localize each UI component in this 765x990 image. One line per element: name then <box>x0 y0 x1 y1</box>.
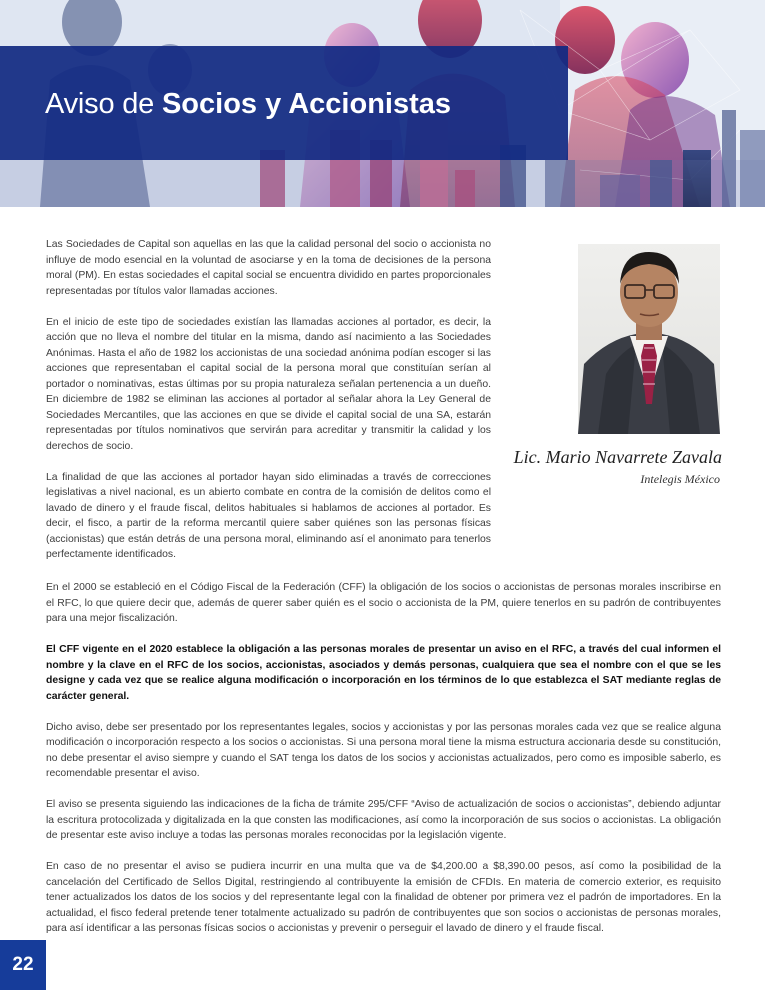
body-paragraph-1: En el 2000 se estableció en el Código Fiscal de la Federación (CFF) la obligación de los socios o accionistas de personas morales inscribirse en el RFC, lo que quiere decir que, además de querer saber quién es el socio o accionista de la PM, quiere tenerlos en su padrón de contribuyentes para una mejor fiscalización. <box>46 582 721 624</box>
page-number: 22 <box>12 954 34 975</box>
body-paragraph-3: Dicho aviso, debe ser presentado por los representantes legales, socios y accionistas y por las personas morales cada vez que se realice alguna modificación o incorporación respecto a los socios o accionistas. Si una persona moral tiene la misma estructura accionaria desde su constitución, no debe presentar el aviso siempre y cuando el SAT tenga los datos de los socios y accionistas actualizados, pero como es imposible saberlo, es recomendable presentar el aviso. <box>46 721 721 779</box>
intro-column <box>46 237 491 563</box>
intro-paragraph-3: La finalidad de que las acciones al portador hayan sido eliminadas a través de correcciones legislativas a nivel nacional, es un abierto combate en contra de la comisión de delitos como el lavado de dinero y el fraude fiscal, delitos habituales si hablamos de acciones al portador. Es decir, el fisco, a partir de la reforma mercantil quiere saber quiénes son las personas físicas (accionistas) que están detrás de una persona moral, eliminando así el anonimato para tenerlos perfectamente identificados. <box>46 471 491 560</box>
title-bold: Socios y Accionistas <box>161 88 452 120</box>
page-number-badge <box>0 940 46 990</box>
body-paragraph-4: El aviso se presenta siguiendo las indicaciones de la ficha de trámite 295/CFF “Aviso de actualización de socios o accionistas”, debiendo adjuntar la escritura protocolizada y digitalizada en la que consten las modificaciones, así como la incorporación de sus socios o accionistas. La obligación de presentar este aviso incluye a todas las personas morales reconocidas por la legislación vigente. <box>46 799 721 841</box>
body-text <box>46 580 721 952</box>
intro-paragraph-1: Las Sociedades de Capital son aquellas en las que la calidad personal del socio o accionista no influye de modo esencial en la voluntad de asociarse y en la toma de decisiones de la persona moral (PM). En estas sociedades el capital social se encuentra dividido en partes proporcionales representadas por títulos valor llamadas acciones. <box>46 239 491 297</box>
intro-paragraph-2: En el inicio de este tipo de sociedades existían las llamadas acciones al portador, es decir, la acción que no lleva el nombre del titular en la misma, dando así nacimiento a las Sociedades Anónimas. Hasta el año de 1982 los accionistas de una sociedad anónima podían escoger si las acciones que representaban el capital social de la persona moral que constituían serían al portador o nominativas, estas últimas por su propia naturaleza señalan pertenencia a un dueño. En diciembre de 1982 se eliminan las acciones al portador al señalar ahora la Ley General de Sociedades Mercantiles, que las acciones en que se divide el capital social de una SA, estarán representadas por títulos nominativos que servirán para acreditar y transmitir la calidad y los derechos de socio. <box>46 316 491 452</box>
body-paragraph-5: En caso de no presentar el aviso se pudiera incurrir en una multa que va de $4,200.00 a $8,390.00 pesos, así como la posibilidad de la cancelación del Certificado de Sellos Digital, restringiendo al contribuyente la emisión de CFDIs. En materia de comercio exterior, es requisito tener actualizados los datos de los socios y del representante legal con la finalidad de obtener por primera vez el padrón de importadores. En la actualidad, el fisco federal pretende tener totalmente actualizado su padrón de contribuyentes que son socios o accionistas de personas morales, para así identificar a las personas físicas socios o accionistas y prevenir o perseguir el lavado de dinero y el fraude fiscal. <box>46 861 721 934</box>
page-title <box>45 84 451 124</box>
body-paragraph-bold: El CFF vigente en el 2020 establece la obligación a las personas morales de presentar un aviso en el RFC, a través del cual informen el nombre y la clave en el RFC de los socios, accionistas, asociados y demás personas, cualquiera que sea el nombre con el que se les designe y cada vez que se realice alguna modificación o incorporación en los términos de lo que establezca el SAT mediante reglas de carácter general. <box>46 644 721 702</box>
title-light: Aviso de <box>45 88 162 120</box>
author-photo <box>578 244 720 434</box>
author-name: Lic. Mario Navarrete Zavala <box>513 447 722 467</box>
author-company: Intelegis México <box>640 472 720 486</box>
author-portrait-image <box>578 244 720 434</box>
